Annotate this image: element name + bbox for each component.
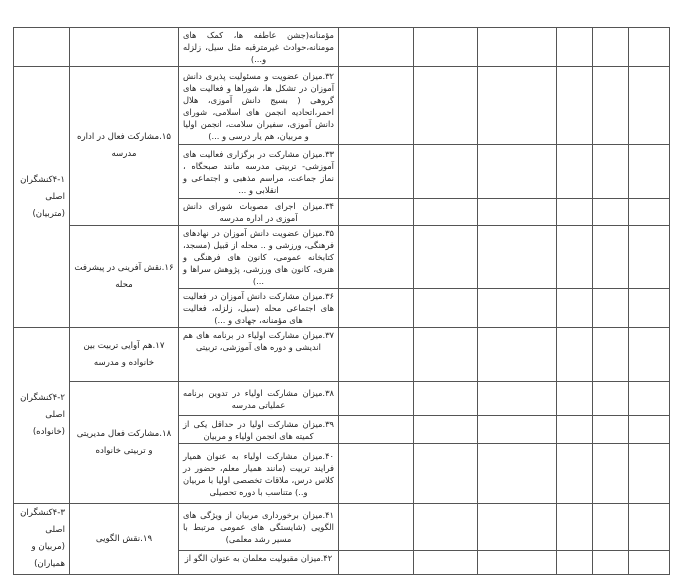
- score-cell: [339, 504, 414, 551]
- score-cell: [339, 67, 414, 145]
- score-cell: [557, 416, 593, 444]
- score-cell: [557, 67, 593, 145]
- score-cell: [414, 382, 478, 416]
- score-cell: [593, 67, 629, 145]
- score-cell: [629, 226, 670, 289]
- score-cell: [557, 199, 593, 226]
- indicator-cell: مؤمنانه(جشن عاطفه ها، کمک های مومنانه،حوادث غیرمترقبه مثل سیل، زلزله و...): [179, 28, 339, 67]
- score-cell: [593, 416, 629, 444]
- group-cell: ۴-۲کنشگران اصلی (خانواده): [14, 328, 70, 504]
- group-cell: ۴-۱کنشگران اصلی (متربیان): [14, 67, 70, 328]
- evaluation-table: [13, 27, 670, 575]
- indicator-cell: ۳۴.میزان اجرای مصوبات شورای دانش آموزی در اداره مدرسه: [179, 199, 339, 226]
- score-cell: [414, 226, 478, 289]
- indicator-cell: ۴۲.میزان مقبولیت معلمان به عنوان الگو از: [179, 551, 339, 575]
- indicator-cell: ۳۸.میزان مشارکت اولیاء در تدوین برنامه عملیاتی مدرسه: [179, 382, 339, 416]
- score-cell: [593, 289, 629, 328]
- score-cell: [414, 416, 478, 444]
- score-cell: [629, 382, 670, 416]
- indicator-cell: ۳۳.میزان مشارکت در برگزاری فعالیت های آموزشی- تربیتی مدرسه مانند صبحگاه ، نماز جماعت، مراسم مذهبی و اجتماعی و انقلابی و ...: [179, 145, 339, 199]
- score-cell: [629, 416, 670, 444]
- score-cell: [557, 226, 593, 289]
- table-row: [14, 28, 670, 67]
- score-cell: [629, 289, 670, 328]
- score-cell: [414, 444, 478, 504]
- score-cell: [593, 145, 629, 199]
- score-cell: [557, 28, 593, 67]
- score-cell: [557, 444, 593, 504]
- score-cell: [339, 28, 414, 67]
- group-cell-empty: [14, 28, 70, 67]
- indicator-cell: ۳۶.میزان مشارکت دانش آموزان در فعالیت های اجتماعی محله (سیل، زلزله، فعالیت های مؤمنانه، جهادی و ...): [179, 289, 339, 328]
- score-cell: [478, 226, 557, 289]
- indicator-cell: ۳۵.میزان عضویت دانش آموزان در نهادهای فرهنگی، ورزشی و .. محله از قبیل (مسجد، کتابخانه عمومی، کانون های فرهنگی و هنری، کانون های ورزشی، پژوهش سراها و ...): [179, 226, 339, 289]
- score-cell: [478, 199, 557, 226]
- score-cell: [339, 289, 414, 328]
- score-cell: [478, 416, 557, 444]
- score-cell: [593, 444, 629, 504]
- score-cell: [339, 199, 414, 226]
- score-cell: [557, 289, 593, 328]
- criterion-cell: ۱۷.هم آوایی تربیت بین خانواده و مدرسه: [70, 328, 179, 382]
- score-cell: [414, 145, 478, 199]
- score-cell: [339, 551, 414, 575]
- score-cell: [629, 504, 670, 551]
- score-cell: [593, 199, 629, 226]
- score-cell: [557, 328, 593, 382]
- indicator-cell: ۴۱.میزان برخورداری مربیان از ویژگی های الگویی (شایستگی های عمومی مرتبط با مسیر رشد معلمی): [179, 504, 339, 551]
- score-cell: [414, 28, 478, 67]
- score-cell: [629, 28, 670, 67]
- score-cell: [339, 382, 414, 416]
- score-cell: [593, 382, 629, 416]
- score-cell: [557, 145, 593, 199]
- score-cell: [414, 504, 478, 551]
- score-cell: [414, 67, 478, 145]
- score-cell: [593, 504, 629, 551]
- score-cell: [593, 551, 629, 575]
- table-row: [14, 67, 670, 145]
- score-cell: [478, 145, 557, 199]
- score-cell: [593, 226, 629, 289]
- score-cell: [478, 504, 557, 551]
- score-cell: [557, 551, 593, 575]
- table-row: [14, 226, 670, 289]
- score-cell: [629, 551, 670, 575]
- criterion-cell-empty: [70, 28, 179, 67]
- score-cell: [478, 328, 557, 382]
- score-cell: [557, 504, 593, 551]
- table-row: [14, 382, 670, 416]
- score-cell: [629, 67, 670, 145]
- score-cell: [414, 551, 478, 575]
- score-cell: [478, 382, 557, 416]
- score-cell: [629, 145, 670, 199]
- score-cell: [629, 199, 670, 226]
- score-cell: [478, 444, 557, 504]
- score-cell: [339, 328, 414, 382]
- score-cell: [414, 289, 478, 328]
- score-cell: [478, 28, 557, 67]
- score-cell: [414, 328, 478, 382]
- criterion-cell: ۱۶.نقش آفرینی در پیشرفت محله: [70, 226, 179, 328]
- score-cell: [339, 226, 414, 289]
- indicator-cell: ۳۲.میزان عضویت و مسئولیت پذیری دانش آموزان در تشکل ها، شوراها و فعالیت های گروهی ( بسیج دانش آموزی، هلال احمر،اتحادیه انجمن های اسلامی، شورای دانش آموزی، سفیران سلامت، انجمن اولیا و مربیان، هم یار درسی و ...): [179, 67, 339, 145]
- indicator-cell: ۴۰.میزان مشارکت اولیاء به عنوان همیار فرایند تربیت (مانند همیار معلم، حضور در کلاس درس، ملاقات تخصصی اولیا با مربیان و..) متناسب با دوره تحصیلی: [179, 444, 339, 504]
- score-cell: [339, 145, 414, 199]
- score-cell: [478, 551, 557, 575]
- score-cell: [414, 199, 478, 226]
- criterion-cell: ۱۵.مشارکت فعال در اداره مدرسه: [70, 67, 179, 226]
- group-cell: ۴-۳کنشگران اصلی (مربیان و همیاران): [14, 504, 70, 575]
- score-cell: [593, 328, 629, 382]
- score-cell: [478, 67, 557, 145]
- score-cell: [629, 328, 670, 382]
- score-cell: [593, 28, 629, 67]
- score-cell: [339, 416, 414, 444]
- table-row: [14, 504, 670, 551]
- score-cell: [339, 444, 414, 504]
- indicator-cell: ۳۹.میزان مشارکت اولیا در حداقل یکی از کمیته های انجمن اولیاء و مربیان: [179, 416, 339, 444]
- indicator-cell: ۳۷.میزان مشارکت اولیاء در برنامه های هم اندیشی و دوره های آموزشی، تربیتی: [179, 328, 339, 382]
- table-row: [14, 328, 670, 382]
- score-cell: [478, 289, 557, 328]
- score-cell: [557, 382, 593, 416]
- score-cell: [629, 444, 670, 504]
- criterion-cell: ۱۹.نقش الگویی: [70, 504, 179, 575]
- criterion-cell: ۱۸.مشارکت فعال مدیریتی و تربیتی خانواده: [70, 382, 179, 504]
